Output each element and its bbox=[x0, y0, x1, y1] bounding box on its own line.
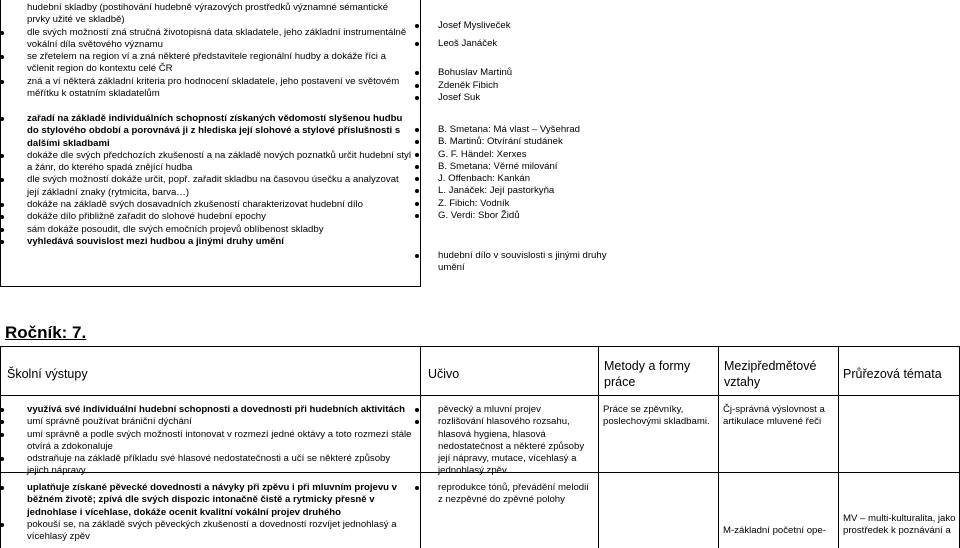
list-item: využívá své individuální hudební schopnosti a dovednosti při hudebních aktivitách bbox=[27, 404, 412, 416]
header-bottom-line bbox=[0, 395, 960, 396]
col-border-left bbox=[0, 346, 1, 548]
grade-title: Ročník: 7. bbox=[5, 323, 87, 342]
top-outputs-list-1 bbox=[27, 2, 412, 100]
row2-topic: MV – multi-kulturalita, jako prostředek k poznávání a bbox=[843, 513, 956, 537]
list-item bbox=[27, 27, 412, 52]
list-item: umí správně používat brániční dýchání bbox=[27, 416, 412, 428]
list-item: G. F. Händel: Xerxes bbox=[438, 149, 638, 161]
top-outputs-column bbox=[27, 2, 412, 100]
top-content-column bbox=[438, 20, 638, 50]
col-divider-4 bbox=[838, 346, 839, 548]
list-item-text: vyhledává souvislost mezi hudbou a jinými druhy umění bbox=[27, 236, 284, 247]
top-outputs-column-2 bbox=[27, 113, 412, 236]
list-item: Bohuslav Martinů bbox=[438, 67, 638, 80]
list-item: Z. Fibich: Vodník bbox=[438, 198, 638, 210]
content-last-list bbox=[438, 250, 608, 275]
top-content-column-b bbox=[438, 67, 638, 105]
list-item: B. Martinů: Otvírání studánek bbox=[438, 136, 638, 148]
header-content: Učivo bbox=[428, 367, 460, 381]
row2-cross: M-základní početní ope- bbox=[723, 525, 826, 536]
row1-outputs-list bbox=[27, 404, 412, 478]
table-bottom-line bbox=[0, 286, 421, 287]
list-item: Josef Mysliveček bbox=[438, 20, 638, 33]
list-item bbox=[27, 211, 412, 223]
list-item-text: dokáže na základě svých dosavadních zkušeností charakterizovat hudební dílo bbox=[27, 199, 363, 211]
list-item bbox=[27, 150, 412, 175]
row1-methods: Práce se zpěvníky, poslechovými skladbami. bbox=[603, 404, 710, 428]
list-item bbox=[27, 51, 412, 76]
list-item-text: dokáže dílo přibližně zařadit do slohové hudební epochy bbox=[27, 211, 266, 223]
list-item-text: dokáže dle svých předchozích zkušeností a na základě nových poznatků určit hudební styl a žánr, do kterého spadá znějící hudba bbox=[27, 149, 411, 174]
composers-list-1 bbox=[438, 20, 638, 50]
list-item bbox=[27, 199, 412, 211]
row1-cross: Čj-správná výslovnost a artikulace mluvené řeči bbox=[723, 404, 825, 428]
list-item-text: dle svých možností dokáže určit, popř. zařadit skladbu na časovou úsečku a analyzovat její základní znaky (rytmicita, barva…) bbox=[27, 174, 399, 198]
list-item: J. Offenbach: Kankán bbox=[438, 173, 638, 185]
list-item: B. Smetana: Věrné milování bbox=[438, 161, 638, 173]
list-item bbox=[27, 224, 412, 236]
list-item: B. Smetana: Má vlast – Vyšehrad bbox=[438, 124, 638, 136]
row1-outputs bbox=[27, 404, 412, 478]
list-item-text: se zřetelem na region ví a zná některé představitele regionální hudby a dokáže říci a včlenit region do kontextu celé ČR bbox=[27, 51, 386, 75]
col-divider-3 bbox=[718, 346, 719, 548]
header-topic: Průřezová témata bbox=[843, 367, 942, 381]
list-item: uplatňuje získané pěvecké dovednosti a návyky při zpěvu i při mluvním projevu v běžném životě; zpívá dle svých dispozic intonačně čistě a rytmicky přesně v jednohlase i vícehlase, dokáže ocenit kvalitní vokální projev druhého bbox=[27, 482, 412, 519]
top-outputs-list-2 bbox=[27, 113, 412, 236]
list-item-text: dle svých možností zná stručná životopisná data skladatele, jeho základní instrumentálně vokální díla světového významu bbox=[27, 26, 407, 50]
table-divider-top bbox=[420, 0, 421, 287]
header-cross: Mezipředmětové vztahy bbox=[724, 359, 817, 389]
col-divider-1 bbox=[420, 346, 421, 548]
list-item: hudební dílo v souvislosti s jinými druhy umění bbox=[438, 250, 608, 275]
header-top-line bbox=[0, 346, 960, 347]
top-outputs-list-3 bbox=[27, 236, 412, 248]
col-divider-2 bbox=[598, 346, 599, 548]
list-item bbox=[27, 2, 412, 27]
top-content-column-c bbox=[438, 124, 638, 222]
list-item bbox=[27, 113, 412, 150]
row2-content bbox=[438, 482, 590, 507]
list-item-text: zná a ví některá základní kriteria pro hodnocení skladatele, jeho postavení ve světovém měřítku k ostatním skladatelům bbox=[27, 75, 400, 100]
list-item bbox=[27, 76, 412, 101]
list-item: L. Janáček: Její pastorkyňa bbox=[438, 185, 638, 197]
row2-outputs-list bbox=[27, 482, 412, 543]
list-item: Leoš Janáček bbox=[438, 38, 638, 51]
list-item: pokouší se, na základě svých pěveckých zkušeností a dovedností rozvíjet jednohlasý a vícehlasý zpěv bbox=[27, 519, 412, 544]
works-list bbox=[438, 124, 638, 222]
list-item: umí správně a podle svých možností intonovat v rozmezí jedné oktávy a toto rozmezí stále otvírá a zdokonaluje bbox=[27, 429, 412, 454]
list-item bbox=[27, 236, 412, 248]
list-item-text: sám dokáže posoudit, dle svých emočních projevů oblíbenost skladby bbox=[27, 223, 324, 235]
row2-content-list bbox=[438, 482, 590, 507]
list-item-text: zařadí na základě individuálních schopností získaných vědomostí slyšenou hudbu do stylového období a porovnává ji z hlediska její slohové a stylové příslušnosti s dalšími skladbami bbox=[27, 113, 403, 149]
list-item-text: hudební skladby (postihování hudebně výrazových prostředků významné sémantické prvky užité ve skladbě) bbox=[27, 2, 389, 26]
composers-list-2 bbox=[438, 67, 638, 105]
list-item: reprodukce tónů, převádění melodií z nezpěvné do zpěvné polohy bbox=[438, 482, 590, 507]
list-item: Josef Suk bbox=[438, 92, 638, 105]
list-item bbox=[27, 174, 412, 199]
list-item: odstraňuje na základě příkladu své hlasové nedostatečnosti a učí se některé způsoby jejich nápravy bbox=[27, 453, 412, 478]
header-methods: Metody a formy práce bbox=[604, 359, 691, 389]
list-item: pěvecký a mluvní projev bbox=[438, 404, 590, 416]
list-item: G. Verdi: Sbor Židů bbox=[438, 210, 638, 222]
row1-content-list bbox=[438, 404, 590, 478]
header-outputs: Školní výstupy bbox=[7, 367, 88, 381]
list-item: Zdeněk Fibich bbox=[438, 80, 638, 93]
top-outputs-column-3 bbox=[27, 236, 412, 248]
list-item: rozlišování hlasového rozsahu, hlasová hygiena, hlasová nedostatečnost a některé způsoby její nápravy, mutace, vícehlasý a jednohlasý zpěv bbox=[438, 416, 590, 477]
top-content-column-d bbox=[438, 250, 608, 275]
row1-content bbox=[438, 404, 590, 478]
row2-outputs bbox=[27, 482, 412, 543]
